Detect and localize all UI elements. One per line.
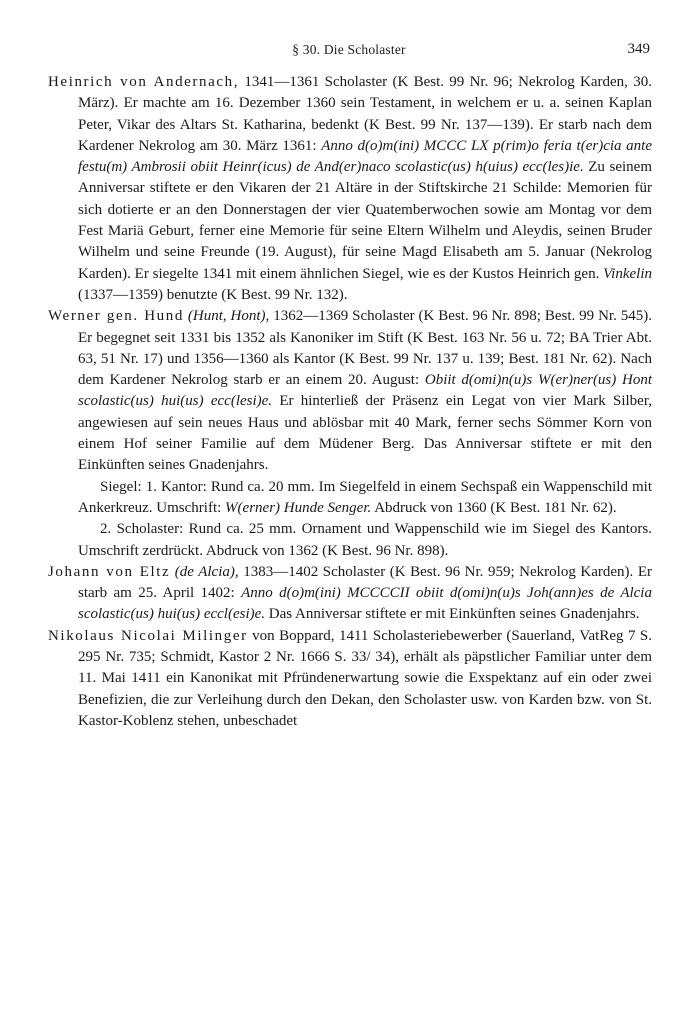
seal-description-1 xyxy=(78,477,652,520)
name-variant: (de Alcia), xyxy=(170,563,239,580)
seal-text: 2. Scholaster: Rund ca. 25 mm. Ornament und Wappenschild wie im Siegel des Kantors. Umschrift zerdrückt. Abdruck von 1362 (K Best. 96 Nr. 898). xyxy=(78,521,652,559)
entry-text: 1383—1402 Scholaster (K Best. 96 Nr. 959; Nekrolog Karden). Er starb am 25. April 1402: xyxy=(78,563,652,602)
running-head: § 30. Die Scholaster xyxy=(292,42,406,57)
entry-heinrich-von-andernach xyxy=(48,72,652,306)
entry-text: Das Anniversar stiftete er mit Einkünften seines Gnadenjahrs. xyxy=(265,606,640,623)
name-variant: (Hunt, Hont), xyxy=(183,308,270,325)
necrology-quote: Anno d(o)m(ini) MCCC LX p(rim)o feria t(er)cia ante festu(m) Ambrosii obiit Heinr(icus) de And(er)naco scolastic(us) h(uius) ecc(les)ie. xyxy=(78,137,652,176)
person-name: Johann von Eltz xyxy=(48,563,171,580)
page-header xyxy=(48,42,650,62)
entry-text: Zu seinem Anniversar stiftete er den Vikaren der 21 Altäre in der Stiftskirche 21 Schilde: Memorien für sich dotierte er an den Donnerstagen der vier Quatemberwochen sowie am Montag vor dem Fest Mariä Geburt, ferner eine Memorie für seine Eltern Wilhelm und Aleydis, seinen Bruder Wilhelm und seine Freunde (19. August), für seine Magd Elisabeth am 5. Januar (Nekrolog Karden). Er siegelte 1341 mit einem ähnlichen Siegel, wie es der Kustos Heinrich gen. xyxy=(78,159,652,282)
necrology-quote: Anno d(o)m(ini) MCCCCII obiit d(omi)n(u)s Joh(ann)es de Alcia scolastic(us) hui(us) eccl(esi)e. xyxy=(78,585,652,623)
seal-text: Abdruck von 1360 (K Best. 181 Nr. 62). xyxy=(371,499,617,516)
entry-nikolaus-milinger xyxy=(48,626,652,732)
person-name: Werner gen. Hund xyxy=(48,308,184,325)
person-name: Nikolaus Nicolai Milinger xyxy=(48,627,248,644)
entry-werner-gen-hund xyxy=(48,306,652,476)
entry-text: (1337—1359) benutzte (K Best. 99 Nr. 132). xyxy=(78,286,348,303)
name-variant: Vinkelin xyxy=(603,265,652,282)
page-body xyxy=(48,72,652,732)
entry-text: Er hinterließ der Präsenz ein Legat von vier Mark Silber, angewiesen auf sein neues Haus und ablösbar mit 40 Mark, ferner sechs Sömmer Korn von einem Hof seiner Familie auf dem Müdener Berg. Das Anniversar stiftete er mit den Einkünften seines Gnadenjahrs. xyxy=(78,393,652,474)
seal-text: Siegel: 1. Kantor: Rund ca. 20 mm. Im Siegelfeld in einem Sechspaß ein Wappenschild mit Ankerkreuz. Umschrift: xyxy=(78,478,652,516)
necrology-quote: Obiit d(omi)n(u)s W(er)ner(us) Hont scolastic(us) hui(us) ecc(lesi)e. xyxy=(78,372,652,410)
seal-description-2 xyxy=(78,519,652,562)
entry-johann-von-eltz xyxy=(48,562,652,626)
entry-text: 1362—1369 Scholaster (K Best. 96 Nr. 898; Best. 99 Nr. 545). Er begegnet seit 1331 bis 1352 als Kanoniker im Stift (K Best. 163 Nr. 56 u. 72; BA Trier Abt. 63, 51 Nr. 17) und 1356—1360 als Kantor (K Best. 99 Nr. 137 u. 139; Best. 181 Nr. 62). Nach dem Kardener Nekrolog starb er an einem 20. August: xyxy=(78,308,652,389)
page-number: 349 xyxy=(627,41,650,57)
entry-text: von Boppard, 1411 Scholasteriebewerber (Sauerland, VatReg 7 S. 295 Nr. 735; Schmidt, Kastor 2 Nr. 1666 S. 33/ 34), erhält als päpstlicher Familiar unter dem 11. Mai 1411 ein Kanonikat mit Pfründenerwartung sowie die Exspektanz auf ein oder zwei Benefizien, die zur Verleihung durch den Dekan, den Scholaster usw. von Karden bzw. von St. Kastor-Koblenz stehen, unbeschadet xyxy=(78,627,652,729)
entry-text: 1341—1361 Scholaster (K Best. 99 Nr. 96; Nekrolog Karden, 30. März). Er machte am 16. Dezember 1360 sein Testament, in welchem er u. a. seinen Kaplan Peter, Vikar des Altars St. Katharina, bedenkt (K Best. 99 Nr. 137—139). Er starb nach dem Kardener Nekrolog am 30. März 1361: xyxy=(78,74,652,154)
person-name: Heinrich von Andernach, xyxy=(48,74,240,90)
seal-inscription: W(erner) Hunde Senger. xyxy=(225,499,372,516)
